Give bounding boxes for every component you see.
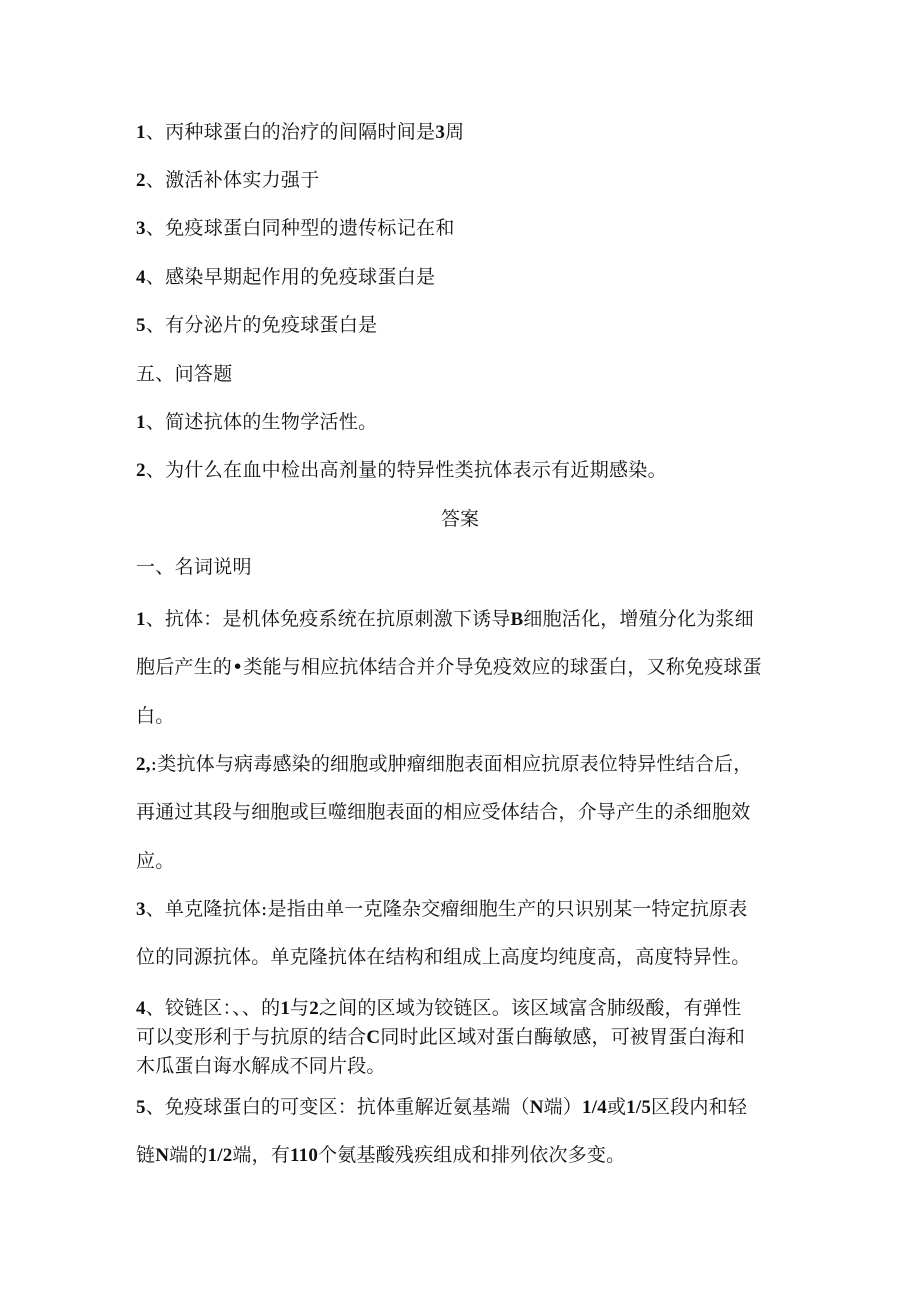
- definition-5-line-2: 链N端的1/2端，有110个氨基酸残疾组成和排列依次多变。: [136, 1144, 626, 1166]
- section-title-definitions: 一、名词说明: [136, 556, 252, 578]
- fill-blank-item-3: 3、免疫球蛋白同种型的遗传标记在和: [136, 217, 455, 239]
- qa-item-1: 1、简述抗体的生物学活性。: [136, 411, 378, 433]
- answer-title: 答案: [440, 508, 479, 530]
- section-title-qa: 五、问答题: [136, 363, 233, 385]
- definition-4-line-2: 可以变形利于与抗原的结合C同时此区域对蛋白酶敏感，可被胃蛋白海和: [136, 1026, 746, 1048]
- definition-3-line-1: 3、单克隆抗体:是指由单一克隆杂交瘤细胞生产的只识别某一特定抗原表: [136, 898, 748, 920]
- definition-2-line-1: 2,:类抗体与病毒感染的细胞或肿瘤细胞表面相应抗原表位特异性结合后，: [136, 753, 753, 775]
- qa-item-2: 2、为什么在血中检出高剂量的特异性类抗体表示有近期感染。: [136, 459, 667, 481]
- fill-blank-item-5: 5、有分泌片的免疫球蛋白是: [136, 314, 378, 336]
- definition-3-line-2: 位的同源抗体。单克隆抗体在结构和组成上高度均纯度高，高度特异性。: [136, 946, 751, 968]
- fill-blank-item-1: 1、丙种球蛋白的治疗的间隔时间是3周: [136, 121, 465, 143]
- definition-1-line-1: 1、抗体：是机体免疫系统在抗原刺激下诱导B细胞活化，增殖分化为浆细: [136, 608, 754, 630]
- definition-5-line-1: 5、免疫球蛋白的可变区：抗体重解近氨基端（N端）1/4或1/5区段内和轻: [136, 1096, 748, 1118]
- fill-blank-item-2: 2、激活补体实力强于: [136, 169, 320, 191]
- definition-4-line-3: 木瓜蛋白诲水解成不同片段。: [136, 1055, 386, 1077]
- definition-1-line-2: 胞后产生的•类能与相应抗体结合并介导免疫效应的球蛋白，又称免疫球蛋: [136, 656, 762, 678]
- definition-2-line-3: 应。: [136, 850, 175, 872]
- definition-2-line-2: 再通过其段与细胞或巨噬细胞表面的相应受体结合，介导产生的杀细胞效: [136, 801, 751, 823]
- definition-1-line-3: 白。: [136, 705, 175, 727]
- fill-blank-item-4: 4、感染早期起作用的免疫球蛋白是: [136, 266, 436, 288]
- definition-4-line-1: 4、铰链区：、、的1与2之间的区域为铰链区。该区域富含肺级酸，有弹性: [136, 997, 742, 1019]
